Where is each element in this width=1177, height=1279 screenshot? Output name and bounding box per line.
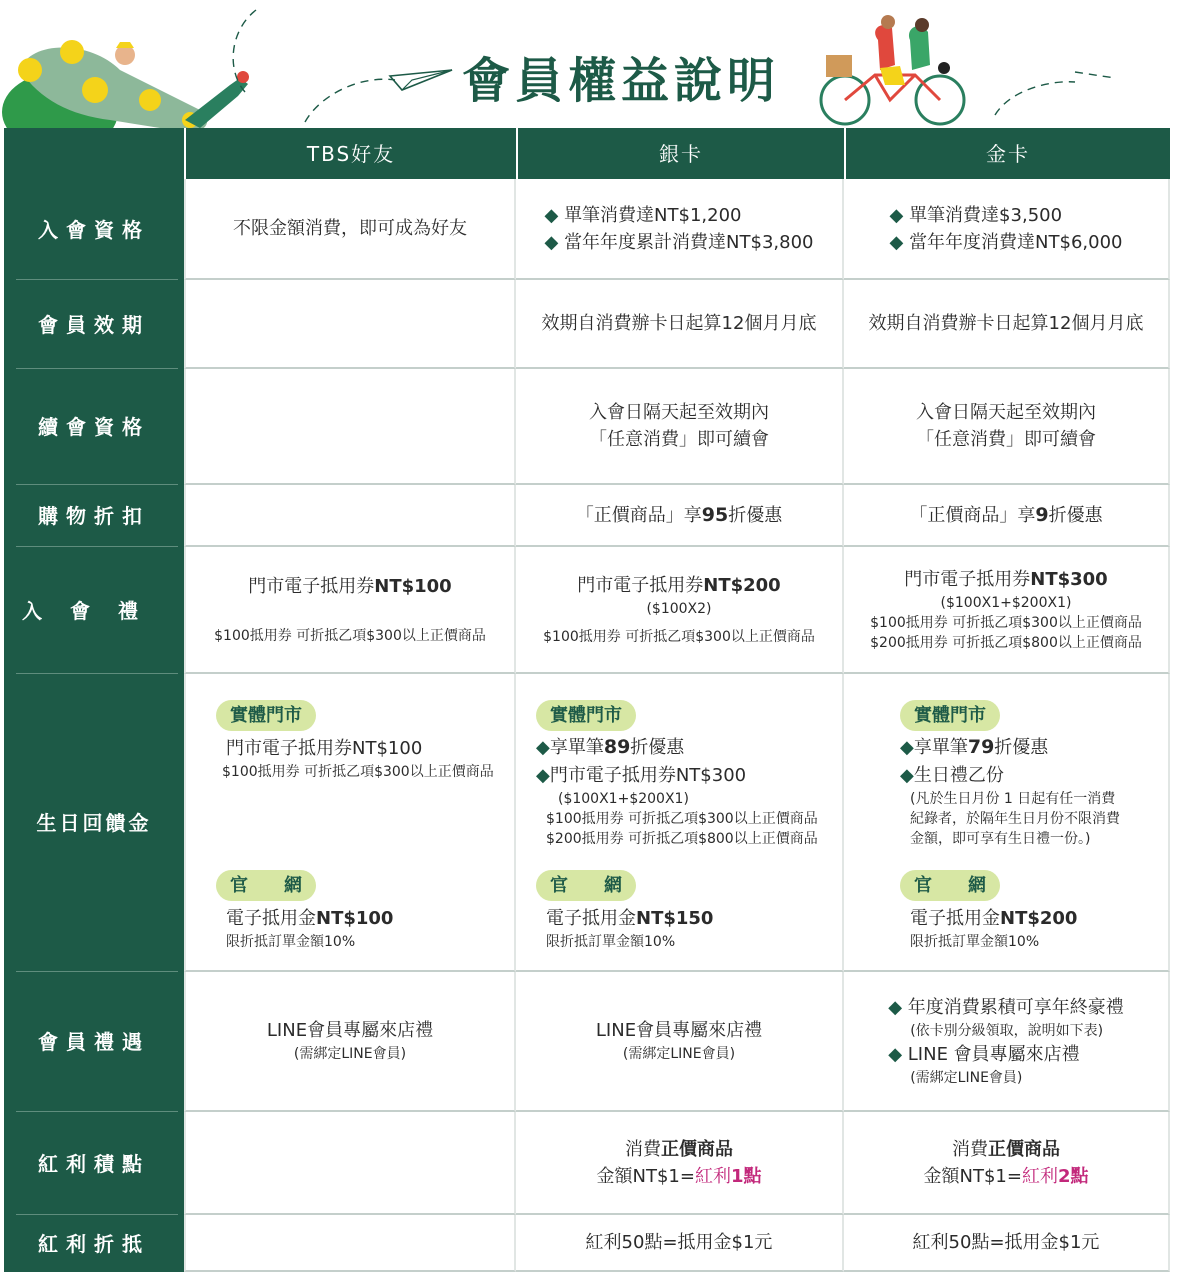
join-silver xyxy=(516,179,844,280)
discount-silver: 「正價商品」享95折優惠 xyxy=(516,485,844,547)
validity-friend xyxy=(184,280,516,369)
lying-person-illustration xyxy=(2,10,256,128)
birthday-friend: 實體門市 門市電子抵用券NT$100 $100抵用券 可折抵乙項$300以上正價商品 官 網 電子抵用金NT$100 限折抵訂單金額10% xyxy=(184,674,516,972)
validity-gold: 效期自消費辦卡日起算12個月月底 xyxy=(844,280,1170,369)
validity-silver: 效期自消費辦卡日起算12個月月底 xyxy=(516,280,844,369)
birthday-silver: 實體門市 ◆享單筆89折優惠 ◆門市電子抵用券NT$300 ($100X1+$200X1) $100抵用券 可折抵乙項$300以上正價商品 $200抵用券 可折抵乙項$800以上正價商品 官 網 電子抵用金NT$150 限折抵訂單金額10% xyxy=(516,674,844,972)
membership-table xyxy=(4,128,1170,1277)
row-header-points: 紅利積點 xyxy=(4,1112,184,1215)
points-gold: 消費正價商品 金額NT$1=紅利2點 xyxy=(844,1112,1170,1215)
redeem-friend xyxy=(184,1215,516,1272)
points-silver: 消費正價商品 金額NT$1=紅利1點 xyxy=(516,1112,844,1215)
join-gold-list: ◆ 單筆消費達$3,500 ◆ 當年年度消費達NT$6,000 xyxy=(889,204,1123,253)
points-friend xyxy=(184,1112,516,1215)
row-header-join: 入會資格 xyxy=(4,179,184,280)
online-badge: 官 網 xyxy=(216,870,316,901)
welcome-silver: 門市電子抵用券NT$200 ($100X2) $100抵用券 可折抵乙項$300以上正價商品 xyxy=(516,547,844,674)
perks-silver: LINE會員專屬來店禮 (需綁定LINE會員) xyxy=(516,972,844,1112)
row-header-discount: 購物折扣 xyxy=(4,485,184,547)
tandem-bicycle-illustration xyxy=(821,15,1115,124)
join-friend: 不限金額消費，即可成為好友 xyxy=(184,179,516,280)
page-title: 會員權益說明 xyxy=(462,53,781,109)
column-header-silver: 銀卡 xyxy=(516,128,844,179)
paper-plane-illustration xyxy=(305,70,452,122)
join-gold xyxy=(844,179,1170,280)
join-silver-list: ◆ 單筆消費達NT$1,200 ◆ 當年年度累計消費達NT$3,800 xyxy=(544,204,814,253)
store-badge: 實體門市 xyxy=(900,700,1000,731)
renew-gold: 入會日隔天起至效期內 「任意消費」即可續會 xyxy=(844,369,1170,485)
table-corner xyxy=(4,128,184,179)
row-header-perks: 會員禮遇 xyxy=(4,972,184,1112)
row-header-welcome: 入會禮 xyxy=(4,547,184,674)
redeem-gold: 紅利50點=抵用金$1元 xyxy=(844,1215,1170,1272)
welcome-friend: 門市電子抵用券NT$100 $100抵用券 可折抵乙項$300以上正價商品 xyxy=(184,547,516,674)
renew-silver: 入會日隔天起至效期內 「任意消費」即可續會 xyxy=(516,369,844,485)
row-header-validity: 會員效期 xyxy=(4,280,184,369)
store-badge: 實體門市 xyxy=(216,700,316,731)
perks-friend: LINE會員專屬來店禮 (需綁定LINE會員) xyxy=(184,972,516,1112)
perks-gold: ◆ 年度消費累積可享年終豪禮 (依卡別分級領取，說明如下表) ◆ LINE 會員專屬來店禮 (需綁定LINE會員) xyxy=(844,972,1170,1112)
row-header-redeem: 紅利折抵 xyxy=(4,1215,184,1272)
redeem-silver: 紅利50點=抵用金$1元 xyxy=(516,1215,844,1272)
row-header-renew: 續會資格 xyxy=(4,369,184,485)
column-header-friend: TBS好友 xyxy=(184,128,516,179)
birthday-gold: 實體門市 ◆享單筆79折優惠 ◆生日禮乙份 (凡於生日月份 1 日起有任一消費 紀錄者，於隔年生日月份不限消費 金額，即可享有生日禮一份。) 官 網 電子抵用金NT$200 限折抵訂單金額10% xyxy=(844,674,1170,972)
welcome-gold: 門市電子抵用券NT$300 ($100X1+$200X1) $100抵用券 可折抵乙項$300以上正價商品 $200抵用券 可折抵乙項$800以上正價商品 xyxy=(844,547,1170,674)
discount-gold: 「正價商品」享9折優惠 xyxy=(844,485,1170,547)
column-header-gold: 金卡 xyxy=(844,128,1170,179)
header xyxy=(0,0,1177,128)
discount-friend xyxy=(184,485,516,547)
renew-friend xyxy=(184,369,516,485)
row-header-birthday: 生日回饋金 xyxy=(4,674,184,972)
online-badge: 官 網 xyxy=(900,870,1000,901)
store-badge: 實體門市 xyxy=(536,700,636,731)
online-badge: 官 網 xyxy=(536,870,636,901)
